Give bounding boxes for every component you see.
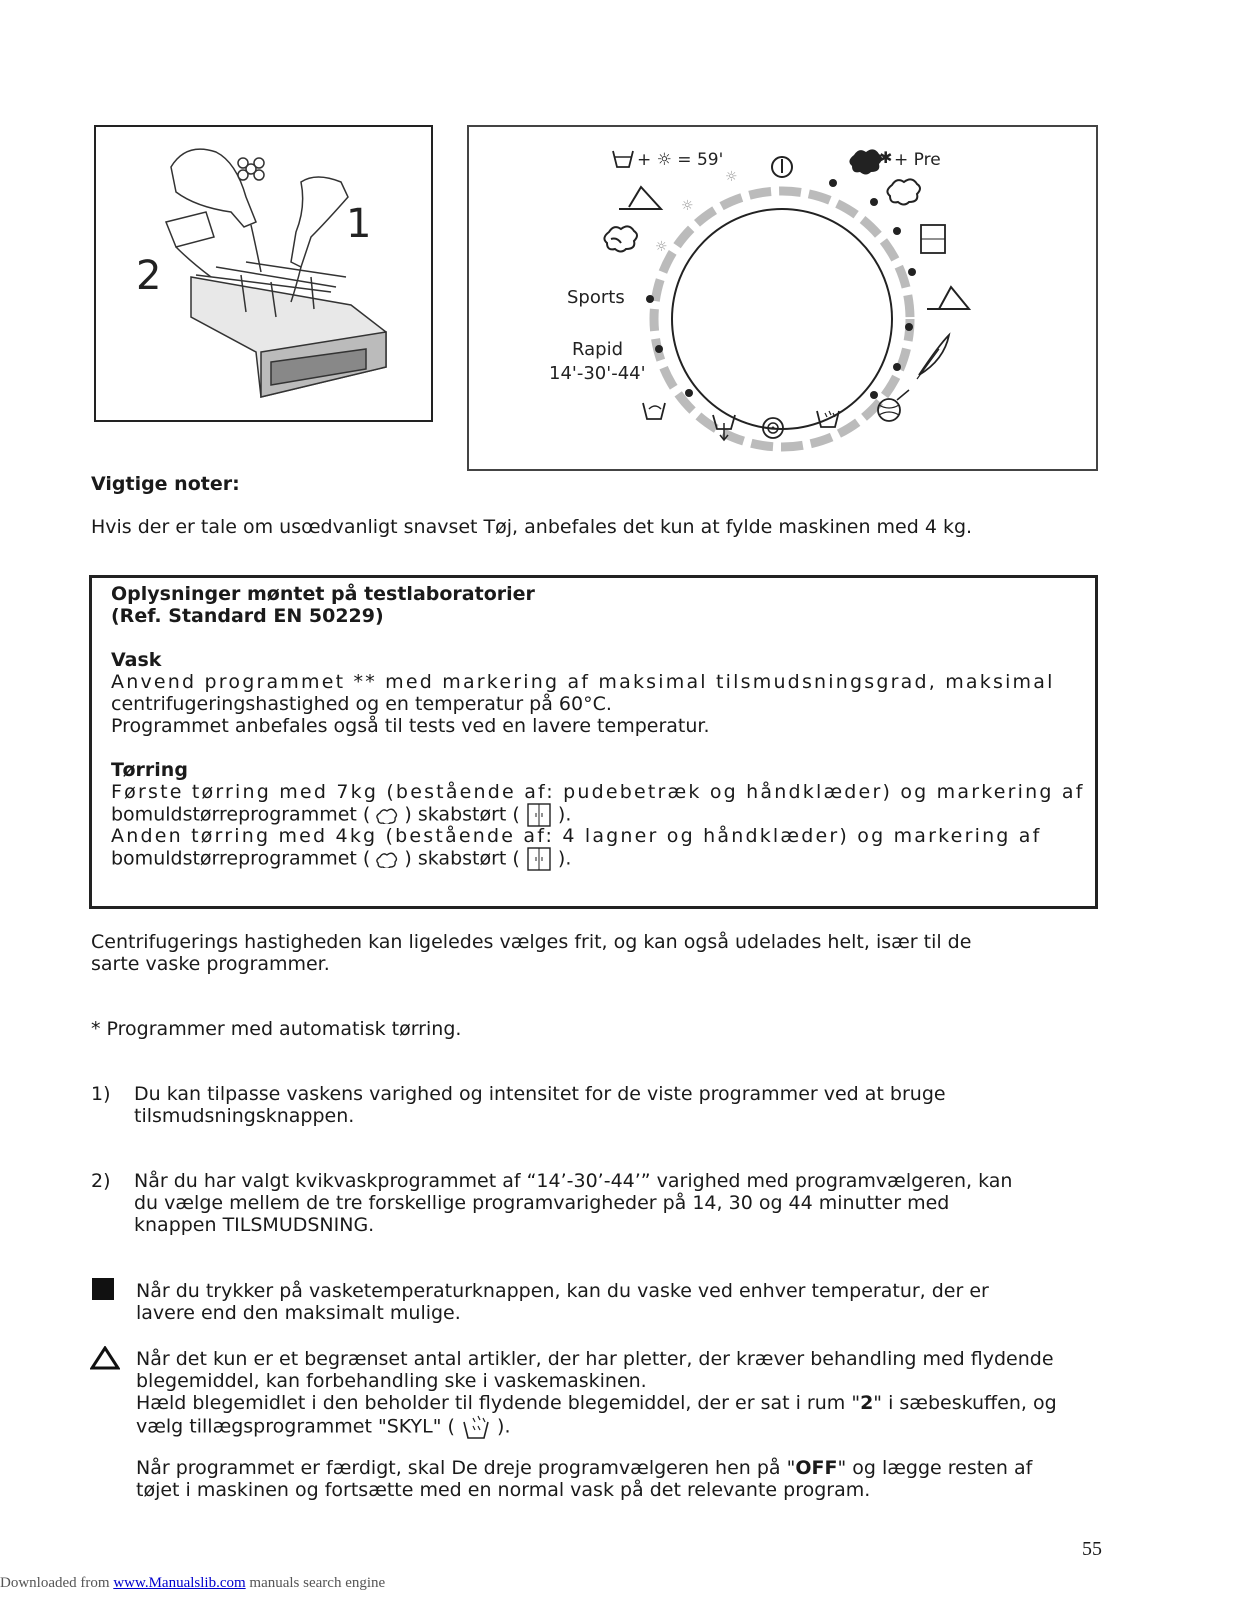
- svg-text:☼: ☼: [655, 239, 668, 255]
- cupboard-dry-icon: [921, 225, 945, 253]
- page-number: 55: [1082, 1538, 1102, 1560]
- triangle-note-line-3: [136, 1392, 1057, 1414]
- item-2-line-1: Når du har valgt kvikvaskprogrammet af “14’-30’-44’” varighed med programvælgeren, kan: [134, 1170, 1013, 1192]
- item-1-line-2: tilsmudsningsknappen.: [134, 1105, 355, 1127]
- warning-triangle-icon: [90, 1346, 120, 1370]
- dial-top-right-label: + Pre: [894, 150, 941, 170]
- svg-text:☼: ☼: [681, 198, 694, 214]
- vask-line-2: centrifugeringshastighed og en temperatur på 60°C.: [111, 693, 612, 715]
- triangle-note-line-6: tøjet i maskinen og fortsætte med en normal vask på det relevante program.: [136, 1479, 871, 1501]
- vask-line-3: Programmet anbefales også til tests ved en lavere temperatur.: [111, 715, 710, 737]
- triangle-note-line-4b: ).: [497, 1415, 511, 1438]
- infobox-title-1: Oplysninger møntet på testlaboratorier: [111, 583, 535, 605]
- item-2-line-2: du vælge mellem de tre forskellige programvarigheder på 14, 30 og 44 minutter med: [134, 1192, 950, 1214]
- torring-line-2a: bomuldstørreprogrammet (: [111, 803, 371, 826]
- dial-rapid-times: 14'-30'-44': [549, 363, 646, 384]
- wash-tub-icon: [613, 151, 633, 167]
- triangle-note-line-1: Når det kun er et begrænset antal artikler, der har pletter, der kræver behandling med flydende: [136, 1348, 1054, 1370]
- footer-suffix: manuals search engine: [245, 1575, 386, 1591]
- torring-line-2b: ) skabstørt (: [404, 803, 520, 826]
- dial-top-left-label: + ☼ = 59': [637, 150, 724, 170]
- torring-line-4b: ) skabstørt (: [404, 847, 520, 870]
- svg-text:✱: ✱: [879, 148, 893, 167]
- triangle-note-line-4a: vælg tillægsprogrammet "SKYL" (: [136, 1415, 455, 1438]
- feather-icon: [917, 335, 949, 379]
- dial-sports-label: Sports: [567, 287, 625, 308]
- triangle-note-line-4: [136, 1414, 510, 1440]
- program-dial-illustration: [469, 127, 1096, 469]
- detergent-drawer-illustration: [96, 127, 431, 420]
- notes-text: Hvis der er tale om usœdvanligt snavset Tøj, anbefales det kun at fylde maskinen med 4 kg.: [91, 516, 973, 538]
- power-icon: [772, 157, 792, 177]
- torring-line-2c: ).: [557, 803, 572, 826]
- drawer-label-1: 1: [346, 201, 372, 247]
- program-dial-figure: [467, 125, 1098, 471]
- synthetic-icon-right: [927, 287, 969, 309]
- centrifuge-line-2: sarte vaske programmer.: [91, 953, 330, 975]
- triangle-note-line-3b: 2: [860, 1392, 874, 1414]
- item-1-number: 1): [91, 1083, 111, 1105]
- vask-line-1: Anvend programmet ** med markering af maksimal tilsmudsningsgrad, maksimal: [111, 671, 1055, 693]
- item-2-number: 2): [91, 1170, 111, 1192]
- triangle-note-line-2: blegemiddel, kan forbehandling ske i vaskemaskinen.: [136, 1370, 647, 1392]
- synthetic-icon: [619, 187, 661, 209]
- vask-heading: Vask: [111, 649, 162, 671]
- square-note-line-1: Når du trykker på vasketemperaturknappen, kan du vaske ved enhver temperatur, der er: [136, 1280, 989, 1302]
- infobox-title-2: (Ref. Standard EN 50229): [111, 605, 384, 627]
- triangle-note-line-5b: OFF: [795, 1457, 838, 1479]
- torring-line-3: Anden tørring med 4kg (bestående af: 4 lagner og håndklæder) og markering af: [111, 825, 1042, 847]
- auto-dry-note: * Programmer med automatisk tørring.: [91, 1018, 462, 1040]
- square-note-line-2: lavere end den maksimalt mulige.: [136, 1302, 461, 1324]
- cotton-pre-icon: [849, 148, 892, 175]
- footer-prefix: Downloaded from: [0, 1575, 114, 1591]
- centrifuge-line-1: Centrifugerings hastigheden kan ligeledes vælges frit, og kan også udelades helt, især til de: [91, 931, 972, 953]
- drawer-label-2: 2: [136, 253, 162, 299]
- torring-line-2: [111, 803, 571, 827]
- notes-heading: Vigtige noter:: [91, 473, 240, 495]
- rinse-icon: [461, 1414, 491, 1440]
- wool-icon: [878, 390, 909, 421]
- cupboard-dry-icon: [526, 803, 552, 827]
- cotton-icon-left: [604, 226, 637, 251]
- item-1-line-1: Du kan tilpasse vaskens varighed og intensitet for de viste programmer ved at bruge: [134, 1083, 946, 1105]
- torring-line-4a: bomuldstørreprogrammet (: [111, 847, 371, 870]
- torring-line-4c: ).: [557, 847, 572, 870]
- triangle-note-line-5c: " og lægge resten af: [837, 1457, 1033, 1479]
- square-bullet-icon: [92, 1278, 114, 1300]
- triangle-note-line-3c: " i sæbeskuffen, og: [873, 1392, 1057, 1414]
- cotton-dry-icon: [376, 806, 398, 824]
- handwash-icon: [643, 403, 665, 419]
- triangle-note-line-5: [136, 1457, 1032, 1479]
- cotton-dry-icon: [376, 850, 398, 868]
- torring-heading: Tørring: [111, 759, 188, 781]
- triangle-note-line-5a: Når programmet er færdigt, skal De dreje programvælgeren hen på ": [136, 1457, 796, 1479]
- torring-line-1: Første tørring med 7kg (bestående af: pudebetræk og håndklæder) og markering af: [111, 781, 1085, 803]
- triangle-note-line-3a: Hæld blegemidlet i den beholder til flydende blegemiddel, der er sat i rum ": [136, 1392, 861, 1414]
- cotton-icon-right: [887, 179, 920, 204]
- footer-link[interactable]: www.Manualslib.com: [113, 1575, 246, 1591]
- cupboard-dry-icon: [526, 847, 552, 871]
- torring-line-4: [111, 847, 571, 871]
- dial-rapid-label: Rapid: [572, 339, 623, 360]
- test-lab-info-box: [89, 575, 1098, 909]
- dial-knob: [672, 209, 892, 429]
- item-2-line-3: knappen TILSMUDSNING.: [134, 1214, 375, 1236]
- footer: [0, 1575, 385, 1592]
- detergent-drawer-figure: [94, 125, 433, 422]
- svg-text:☼: ☼: [725, 169, 738, 185]
